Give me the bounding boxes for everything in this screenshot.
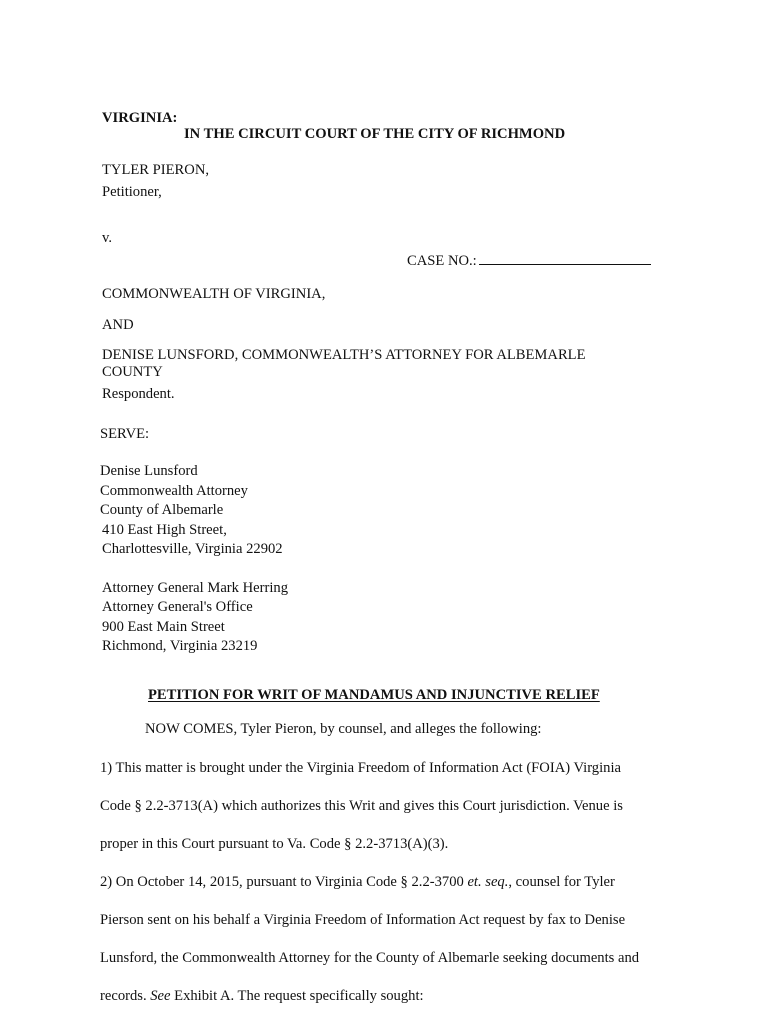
respondent-role: Respondent.: [102, 386, 175, 402]
conjunction: AND: [102, 317, 134, 333]
respondent-2-line1: DENISE LUNSFORD, COMMONWEALTH’S ATTORNEY FOR ALBEMARLE: [102, 347, 586, 363]
paragraph-line: Lunsford, the Commonwealth Attorney for the County of Albemarle seeking documents and: [100, 950, 640, 966]
emphasis-run: et. seq.: [467, 874, 509, 890]
address-line: Richmond, Virginia 23219: [102, 638, 258, 654]
paragraph-line: [100, 987, 424, 1005]
text-run: , counsel for Tyler: [508, 874, 615, 890]
address-line: Attorney General Mark Herring: [102, 580, 288, 596]
paragraph-line: Pierson sent on his behalf a Virginia Freedom of Information Act request by fax to Denise: [100, 912, 626, 928]
petition-title: PETITION FOR WRIT OF MANDAMUS AND INJUNCTIVE RELIEF: [148, 687, 600, 703]
petition-intro: NOW COMES, Tyler Pieron, by counsel, and alleges the following:: [145, 721, 542, 737]
paragraph-line: [100, 873, 615, 891]
court-heading: IN THE CIRCUIT COURT OF THE CITY OF RICHMOND: [184, 126, 566, 142]
respondent-1: COMMONWEALTH OF VIRGINIA,: [102, 286, 326, 302]
emphasis-run: See: [150, 988, 171, 1004]
paragraph-line: 1) This matter is brought under the Virginia Freedom of Information Act (FOIA) Virginia: [100, 760, 621, 776]
serve-label: SERVE:: [100, 426, 150, 442]
case-number-blank: [479, 263, 651, 265]
address-line: Attorney General's Office: [102, 599, 253, 615]
respondent-2-line2: COUNTY: [102, 364, 163, 380]
state-heading: VIRGINIA:: [102, 110, 178, 126]
petitioner-name: TYLER PIERON,: [102, 162, 210, 178]
address-line: County of Albemarle: [100, 502, 224, 518]
address-line: 410 East High Street,: [102, 522, 227, 538]
versus: v.: [102, 230, 112, 246]
text-run: records.: [100, 988, 151, 1004]
text-run: 2) On October 14, 2015, pursuant to Virginia Code § 2.2-3700: [100, 874, 468, 890]
address-line: 900 East Main Street: [102, 619, 225, 635]
paragraph-line: Code § 2.2-3713(A) which authorizes this Writ and gives this Court jurisdiction. Venue is: [100, 798, 623, 814]
petitioner-role: Petitioner,: [102, 184, 162, 200]
text-run: Exhibit A. The request specifically sought:: [170, 988, 424, 1004]
address-line: Charlottesville, Virginia 22902: [102, 541, 283, 557]
paragraph-line: proper in this Court pursuant to Va. Code § 2.2-3713(A)(3).: [100, 836, 449, 852]
address-line: Denise Lunsford: [100, 463, 198, 479]
address-line: Commonwealth Attorney: [100, 483, 248, 499]
case-number-label: CASE NO.:: [407, 253, 477, 269]
case-number: [407, 252, 651, 270]
